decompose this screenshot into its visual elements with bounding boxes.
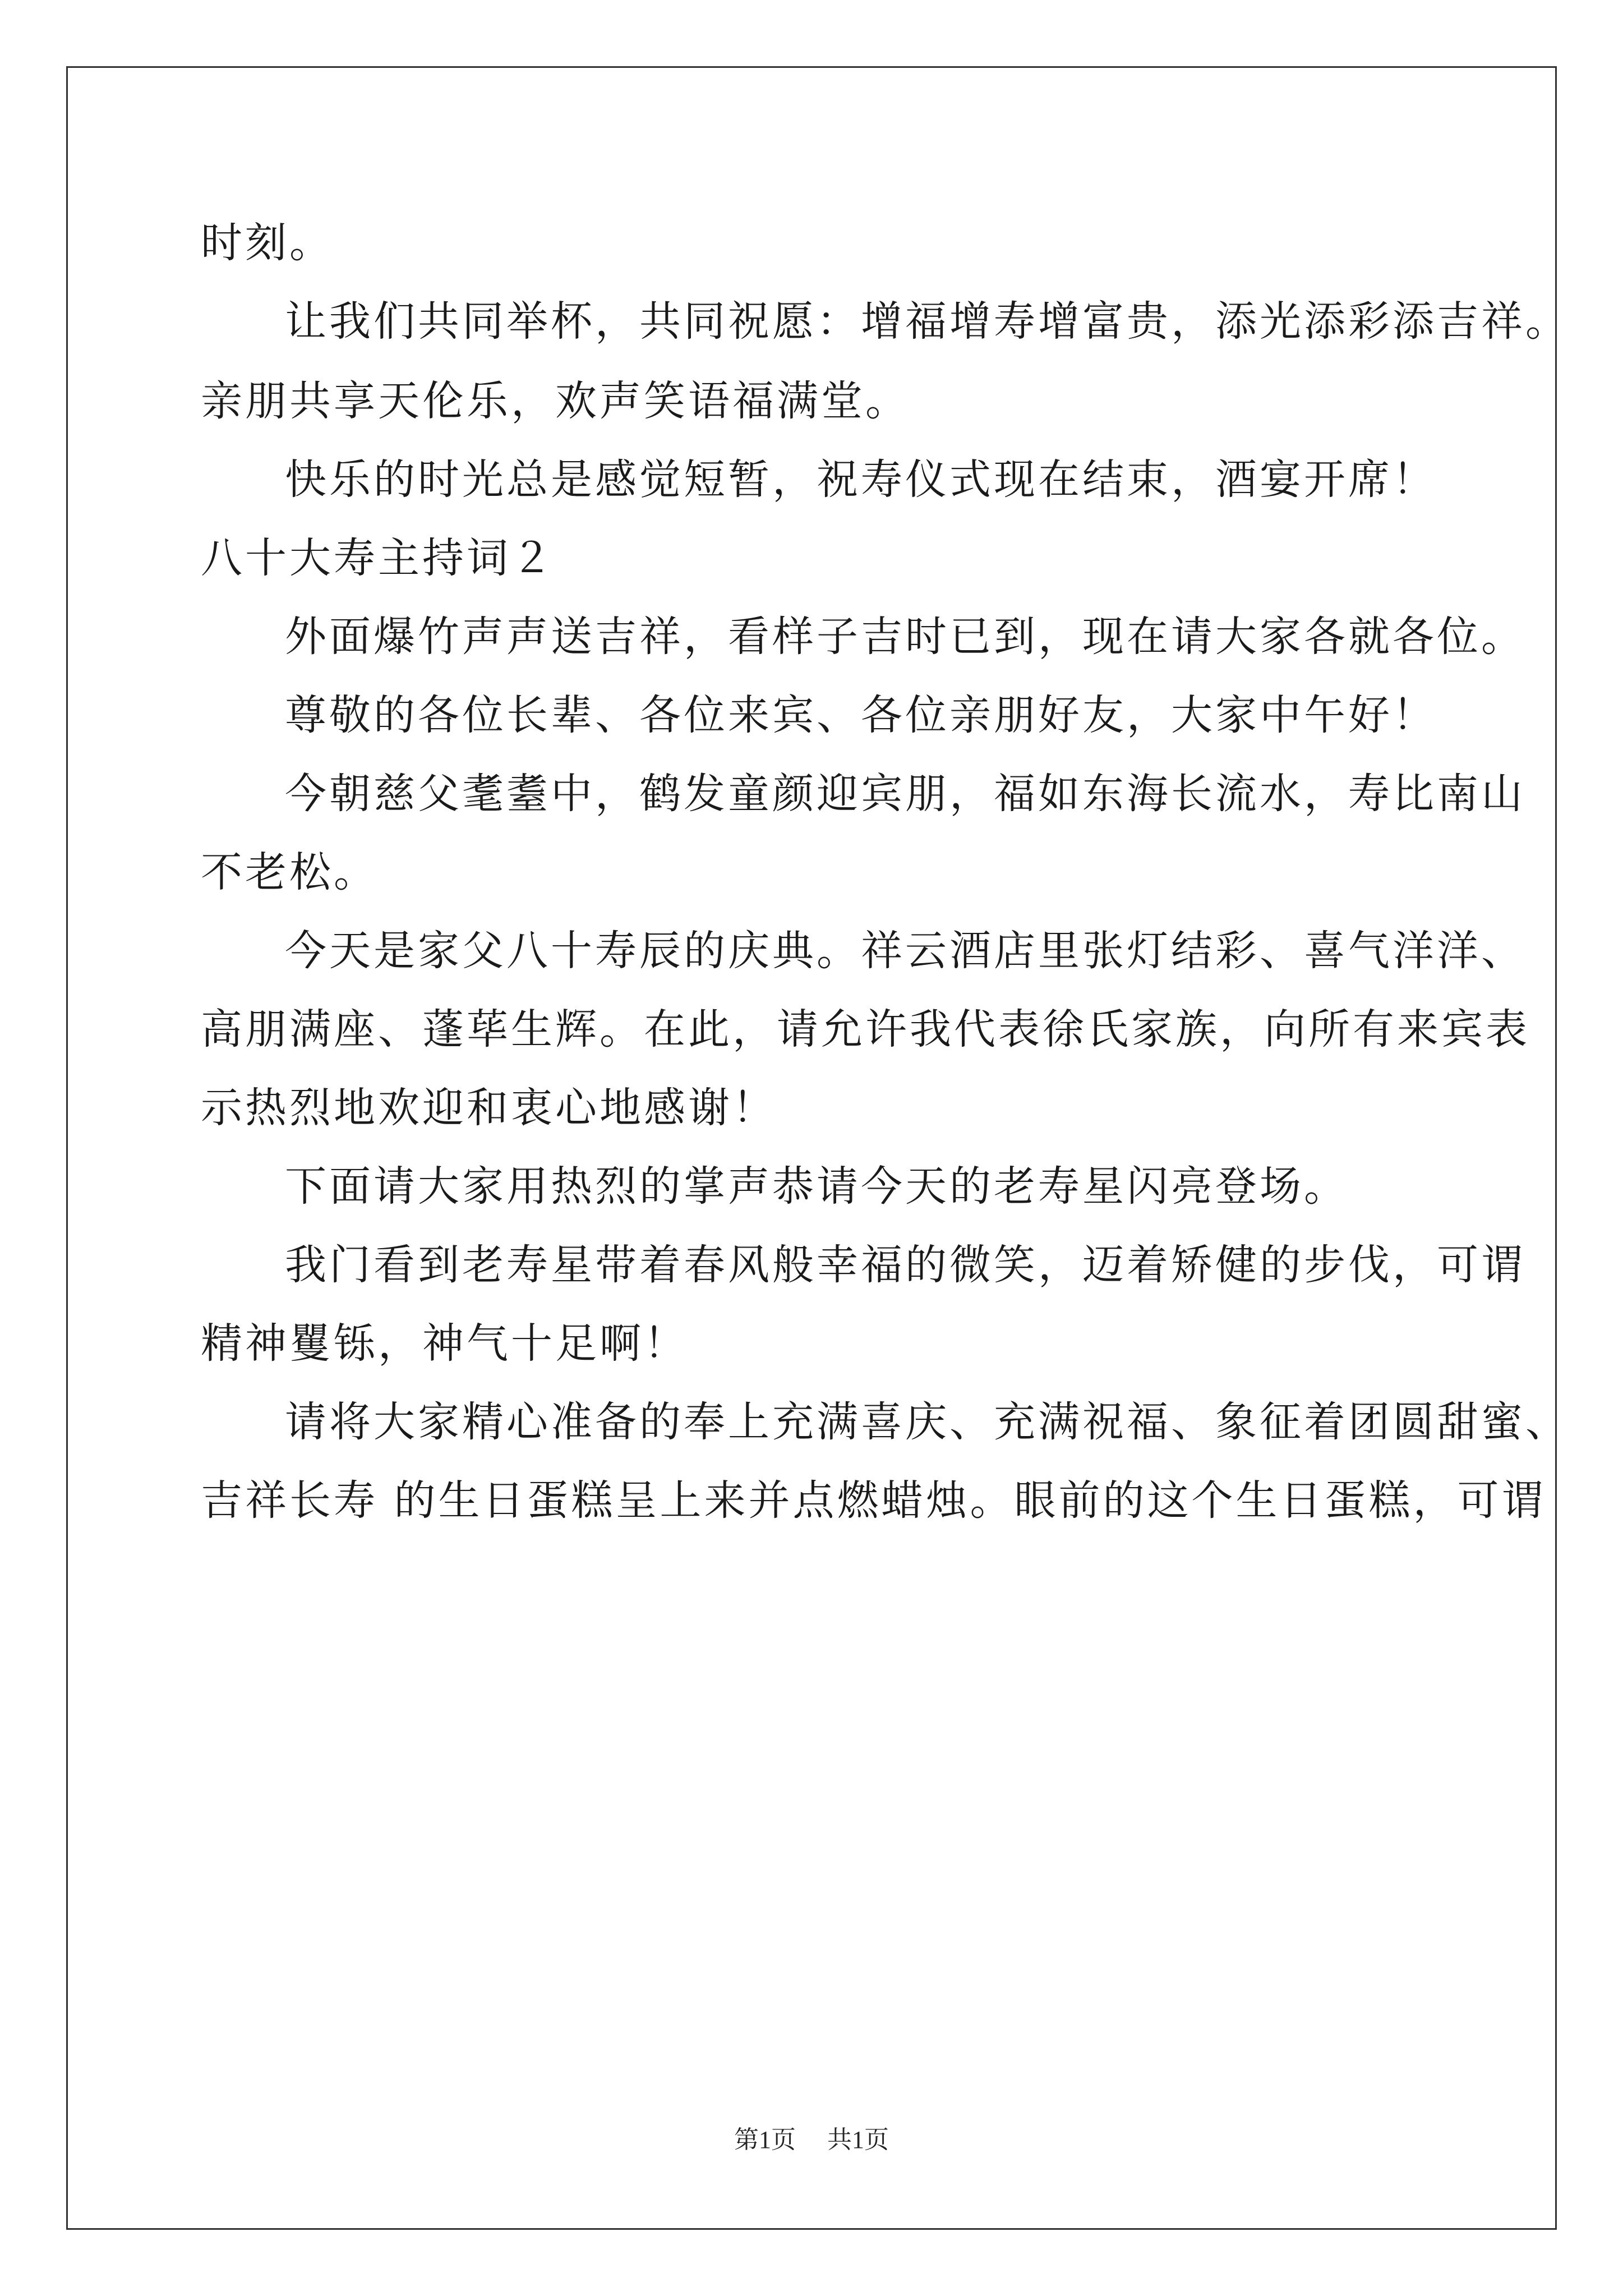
paragraph-line: 今朝慈父耄耋中，鹤发童颜迎宾朋，福如东海长流水，寿比南山 bbox=[285, 770, 1525, 818]
section-heading: 八十大寿主持词２ bbox=[201, 534, 555, 582]
paragraph-line: 外面爆竹声声送吉祥，看样子吉时已到，现在请大家各就各位。 bbox=[285, 613, 1525, 661]
paragraph-line: 尊敬的各位长辈、各位来宾、各位亲朋好友，大家中午好！ bbox=[285, 691, 1437, 739]
text-line: 亲朋共享天伦乐，欢声笑语福满堂。 bbox=[201, 377, 910, 425]
paragraph-line: 请将大家精心准备的奉上充满喜庆、充满祝福、象征着团圆甜蜜、 bbox=[285, 1398, 1570, 1446]
paragraph-line: 我门看到老寿星带着春风般幸福的微笑，迈着矫健的步伐，可谓 bbox=[285, 1241, 1525, 1289]
text-line: 精神矍铄，神气十足啊！ bbox=[201, 1319, 688, 1368]
text-line: 高朋满座、蓬荜生辉。在此，请允许我代表徐氏家族，向所有来宾表 bbox=[201, 1005, 1530, 1053]
text-line: 示热烈地欢迎和衷心地感谢！ bbox=[201, 1084, 777, 1132]
paragraph-line: 下面请大家用热烈的掌声恭请今天的老寿星闪亮登场。 bbox=[285, 1162, 1348, 1211]
page-number: 第1页 bbox=[734, 2126, 796, 2154]
text-line: 吉祥长寿 的生日蛋糕呈上来并点燃蜡烛。眼前的这个生日蛋糕，可谓 bbox=[201, 1476, 1546, 1525]
page-total: 共1页 bbox=[827, 2126, 889, 2154]
text-line: 时刻。 bbox=[201, 219, 334, 267]
page-footer bbox=[0, 2119, 1623, 2155]
paragraph-line: 今天是家父八十寿辰的庆典。祥云酒店里张灯结彩、喜气洋洋、 bbox=[285, 927, 1525, 975]
text-line: 不老松。 bbox=[201, 848, 378, 896]
paragraph-line: 让我们共同举杯，共同祝愿：增福增寿增富贵，添光添彩添吉祥。 bbox=[285, 297, 1570, 346]
paragraph-line: 快乐的时光总是感觉短暂，祝寿仪式现在结束，酒宴开席！ bbox=[285, 455, 1437, 504]
